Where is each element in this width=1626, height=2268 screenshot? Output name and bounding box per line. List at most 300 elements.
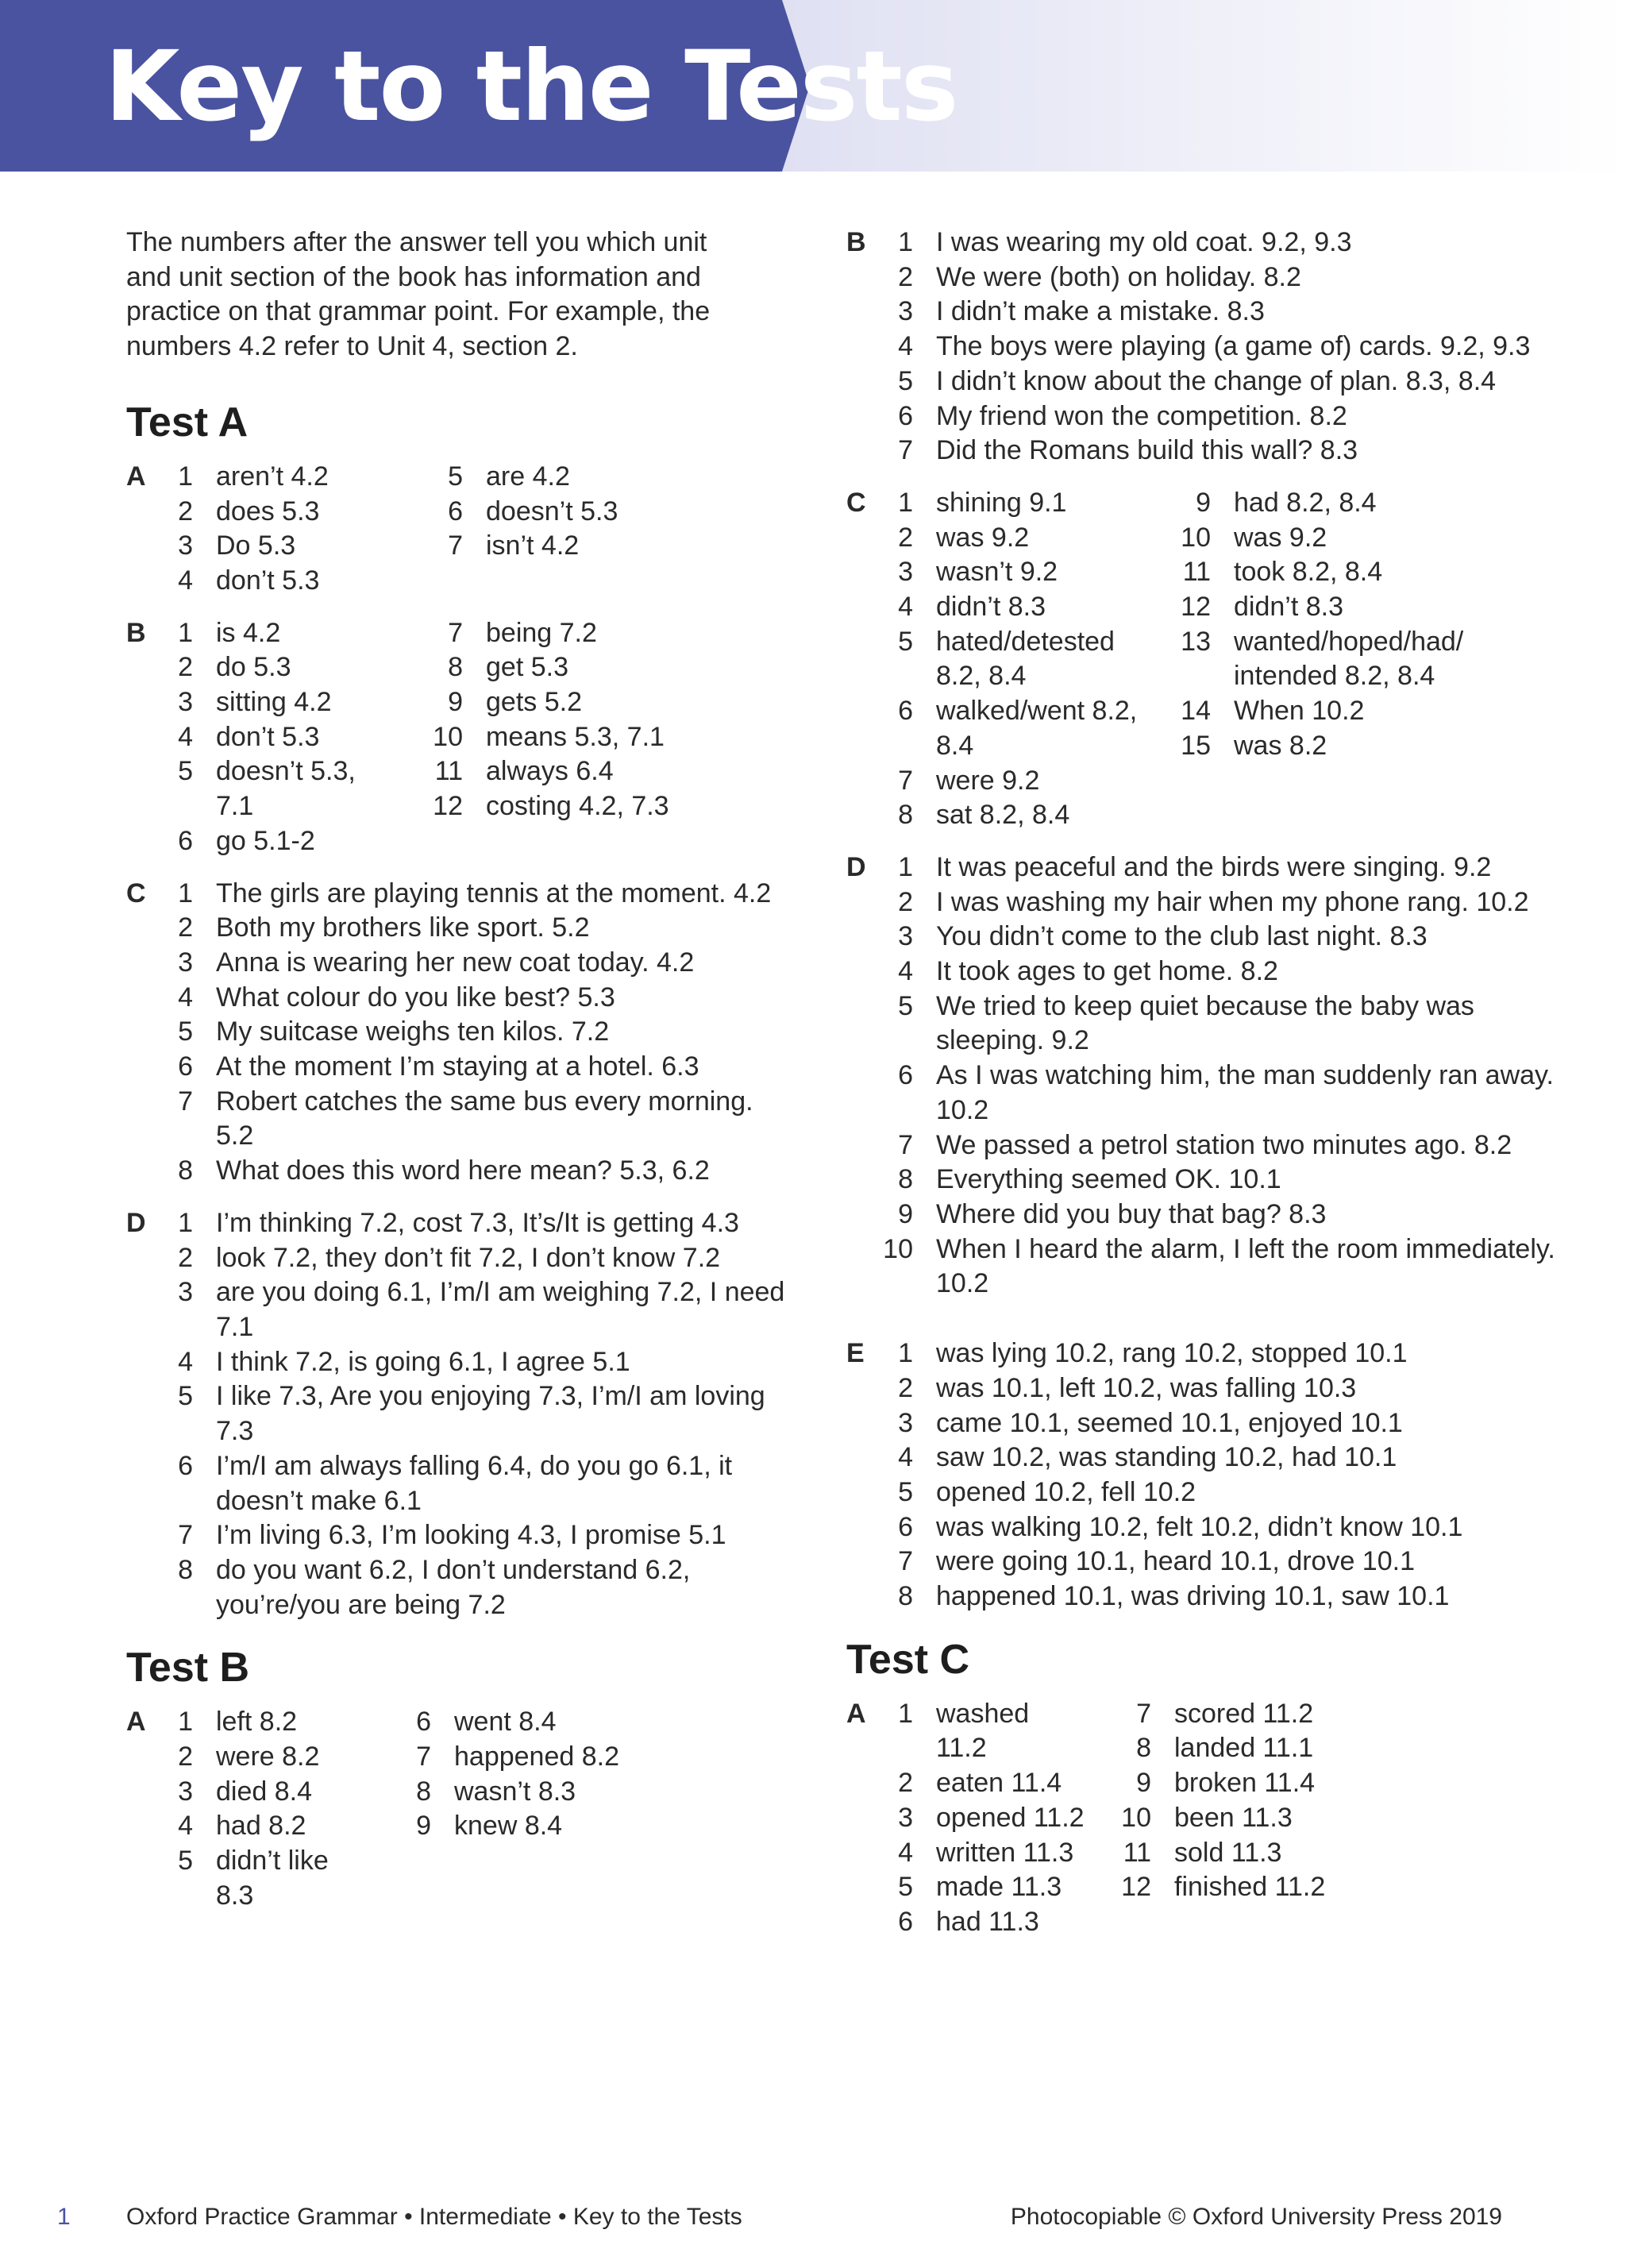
answer-text: As I was watching him, the man suddenly ran away. 10.2 xyxy=(936,1060,1554,1125)
answer-text: opened 11.2 xyxy=(936,1802,1085,1833)
section-letter: C xyxy=(126,878,146,908)
answer-number: 8 xyxy=(898,1581,913,1612)
answer-item xyxy=(126,1449,785,1518)
answer-number: 12 xyxy=(433,791,463,822)
answer-number: 9 xyxy=(448,687,463,718)
answer-item xyxy=(396,460,785,495)
answer-item xyxy=(846,399,1561,434)
answer-item xyxy=(846,260,1561,295)
answer-column-left xyxy=(126,616,396,859)
answer-number: 9 xyxy=(1136,1768,1151,1799)
answer-text: eaten 11.4 xyxy=(936,1768,1062,1799)
answer-text: sat 8.2, 8.4 xyxy=(936,800,1070,831)
answer-number: 2 xyxy=(178,1242,193,1273)
answer-number: 3 xyxy=(898,557,913,588)
answer-item xyxy=(1144,486,1561,521)
answer-text: It was peaceful and the birds were singing. 9.2 xyxy=(936,851,1492,882)
answer-text: died 8.4 xyxy=(216,1776,312,1807)
answer-item xyxy=(1144,694,1561,729)
answer-number: 5 xyxy=(178,756,193,787)
answer-text: I was wearing my old coat. 9.2, 9.3 xyxy=(936,227,1352,257)
answer-item xyxy=(126,650,396,685)
test-heading: Test C xyxy=(846,1636,970,1683)
section-letter: B xyxy=(846,227,866,257)
answer-text: opened 10.2, fell 10.2 xyxy=(936,1476,1196,1507)
answer-number: 3 xyxy=(178,1776,193,1807)
footer-book-title: Oxford Practice Grammar • Intermediate • Key to the Tests xyxy=(126,2204,742,2230)
answer-item xyxy=(846,1870,1085,1905)
answer-number: 2 xyxy=(178,1742,193,1772)
section-letter: A xyxy=(126,461,146,492)
answer-number: 12 xyxy=(1121,1872,1151,1903)
answer-item xyxy=(846,1905,1085,1940)
answer-number: 4 xyxy=(178,1811,193,1842)
answer-number: 6 xyxy=(416,1707,431,1738)
answer-item xyxy=(846,1371,1561,1406)
test-heading: Test A xyxy=(126,399,249,446)
answer-item xyxy=(1085,1836,1561,1871)
answer-number: 5 xyxy=(178,1016,193,1047)
answer-number: 7 xyxy=(178,1086,193,1117)
answer-text: What does this word here mean? 5.3, 6.2 xyxy=(216,1155,710,1186)
answer-number: 7 xyxy=(448,617,463,648)
answer-item xyxy=(126,946,785,981)
answer-text: look 7.2, they don’t fit 7.2, I don’t know 7.2 xyxy=(216,1242,721,1273)
footer-copyright: Photocopiable © Oxford University Press 2019 xyxy=(1010,2204,1502,2230)
answer-number: 2 xyxy=(898,522,913,553)
answer-text: gets 5.2 xyxy=(486,687,582,718)
answer-text: washed 11.2 xyxy=(936,1698,1030,1764)
answer-text: walked/went 8.2, 8.4 xyxy=(936,696,1138,761)
answer-number: 10 xyxy=(1121,1802,1151,1833)
answer-text: It took ages to get home. 8.2 xyxy=(936,956,1278,987)
section-letter: A xyxy=(846,1698,866,1729)
answer-item xyxy=(1085,1801,1561,1836)
answer-number: 2 xyxy=(178,912,193,943)
answer-item xyxy=(126,1705,364,1740)
answer-item xyxy=(846,885,1561,920)
answer-item xyxy=(846,555,1144,590)
answer-item xyxy=(846,625,1144,694)
answer-number: 4 xyxy=(178,1346,193,1377)
answer-text: Everything seemed OK. 10.1 xyxy=(936,1164,1281,1195)
answer-item xyxy=(126,720,396,755)
answer-text: The girls are playing tennis at the moment. 4.2 xyxy=(216,878,772,908)
answer-text: I like 7.3, Are you enjoying 7.3, I’m/I am loving 7.3 xyxy=(216,1381,765,1447)
answer-item xyxy=(396,789,785,824)
answer-text: was lying 10.2, rang 10.2, stopped 10.1 xyxy=(936,1338,1408,1369)
answer-item xyxy=(846,694,1144,763)
answer-text: was 8.2 xyxy=(1234,730,1327,761)
answer-number: 6 xyxy=(898,696,913,727)
answer-section xyxy=(846,1336,1561,1614)
answer-column-right xyxy=(1085,1697,1561,1940)
answer-text: broken 11.4 xyxy=(1174,1768,1316,1799)
answer-text: The boys were playing (a game of) cards. 9.2, 9.3 xyxy=(936,331,1531,362)
answer-number: 4 xyxy=(178,565,193,596)
answer-number: 7 xyxy=(1136,1698,1151,1729)
answer-item xyxy=(396,650,785,685)
answer-item xyxy=(846,1128,1561,1163)
answer-section xyxy=(126,877,785,1189)
answer-item xyxy=(126,1015,785,1050)
answer-text: shining 9.1 xyxy=(936,487,1067,518)
answer-text: scored 11.2 xyxy=(1174,1698,1314,1729)
answer-number: 3 xyxy=(178,530,193,561)
answer-number: 3 xyxy=(898,921,913,952)
section-letter: B xyxy=(126,617,146,648)
answer-column-left xyxy=(126,460,396,599)
answer-number: 6 xyxy=(898,400,913,431)
answer-text: had 8.2 xyxy=(216,1811,306,1842)
answer-text: wasn’t 9.2 xyxy=(936,557,1058,588)
answer-text: I’m living 6.3, I’m looking 4.3, I promise 5.1 xyxy=(216,1520,726,1551)
section-letter: E xyxy=(846,1338,865,1369)
answer-item xyxy=(846,1836,1085,1871)
answer-item xyxy=(846,521,1144,556)
answer-text: You didn’t come to the club last night. 8.3 xyxy=(936,921,1428,952)
section-letter: A xyxy=(126,1707,146,1738)
answer-number: 6 xyxy=(898,1511,913,1542)
answer-text: I didn’t make a mistake. 8.3 xyxy=(936,296,1265,327)
answer-text: doesn’t 5.3, 7.1 xyxy=(216,756,356,822)
answer-number: 2 xyxy=(898,261,913,292)
answer-item xyxy=(846,1163,1561,1198)
answer-text: I was washing my hair when my phone rang. 10.2 xyxy=(936,886,1529,917)
answer-text: was walking 10.2, felt 10.2, didn’t know 10.1 xyxy=(936,1511,1463,1542)
answer-item xyxy=(126,981,785,1016)
answer-item xyxy=(846,989,1561,1059)
answer-section xyxy=(846,1697,1561,1940)
answer-item xyxy=(396,685,785,720)
answer-text: happened 10.1, was driving 10.1, saw 10.1 xyxy=(936,1581,1450,1612)
answer-text: went 8.4 xyxy=(454,1707,557,1738)
answer-item xyxy=(846,1510,1561,1545)
answer-number: 11 xyxy=(1182,557,1211,588)
page-number: 1 xyxy=(57,2204,71,2230)
answer-number: 3 xyxy=(178,687,193,718)
answer-number: 3 xyxy=(178,1277,193,1308)
answer-number: 1 xyxy=(898,1698,913,1729)
answer-number: 4 xyxy=(178,982,193,1012)
test-heading: Test B xyxy=(126,1645,250,1691)
answer-item xyxy=(846,295,1561,330)
answer-text: My friend won the competition. 8.2 xyxy=(936,400,1347,431)
answer-text: was 9.2 xyxy=(936,522,1030,553)
answer-item xyxy=(396,720,785,755)
answer-number: 2 xyxy=(178,496,193,526)
answer-item xyxy=(126,1241,785,1276)
answer-text: We tried to keep quiet because the baby was sleeping. 9.2 xyxy=(936,990,1474,1056)
answer-item xyxy=(126,1345,785,1380)
answer-item xyxy=(846,330,1561,364)
answer-text: didn’t like 8.3 xyxy=(216,1846,329,1911)
answer-text: are 4.2 xyxy=(486,461,570,492)
answer-text: does 5.3 xyxy=(216,496,320,526)
answer-text: was 10.1, left 10.2, was falling 10.3 xyxy=(936,1372,1357,1403)
answer-text: saw 10.2, was standing 10.2, had 10.1 xyxy=(936,1442,1397,1473)
answer-text: were 8.2 xyxy=(216,1742,320,1772)
answer-section xyxy=(846,226,1561,469)
answer-item xyxy=(126,1775,364,1810)
answer-text: do you want 6.2, I don’t understand 6.2, you’re/you are being 7.2 xyxy=(216,1554,691,1620)
answer-number: 6 xyxy=(178,1051,193,1082)
answer-number: 6 xyxy=(178,1450,193,1481)
answer-number: 12 xyxy=(1181,592,1211,623)
answer-number: 8 xyxy=(448,652,463,683)
answer-text: Anna is wearing her new coat today. 4.2 xyxy=(216,947,695,978)
answer-grid xyxy=(126,460,785,599)
answer-item xyxy=(126,1844,364,1913)
answer-item xyxy=(126,1740,364,1775)
answer-number: 2 xyxy=(178,652,193,683)
answer-text: happened 8.2 xyxy=(454,1742,619,1772)
answer-number: 15 xyxy=(1181,730,1211,761)
answer-section xyxy=(126,460,785,599)
answer-item xyxy=(846,1441,1561,1475)
answer-item xyxy=(846,486,1144,521)
answer-item xyxy=(126,1085,785,1154)
answer-text: finished 11.2 xyxy=(1174,1872,1326,1903)
section-letter: D xyxy=(126,1207,146,1238)
answer-text: knew 8.4 xyxy=(454,1811,563,1842)
answer-number: 4 xyxy=(898,592,913,623)
answer-item xyxy=(846,590,1144,625)
answer-column-right xyxy=(396,616,785,859)
answer-text: We passed a petrol station two minutes ago. 8.2 xyxy=(936,1129,1512,1160)
answer-text: wanted/hoped/had/ intended 8.2, 8.4 xyxy=(1234,626,1464,692)
intro-paragraph: The numbers after the answer tell you which unit and unit section of the book has information and practice on that grammar point. For example, the numbers 4.2 refer to Unit 4, section 2. xyxy=(126,227,711,362)
answer-item xyxy=(846,1406,1561,1441)
answer-item xyxy=(364,1740,785,1775)
answer-number: 11 xyxy=(1123,1837,1151,1868)
answer-text: We were (both) on holiday. 8.2 xyxy=(936,261,1301,292)
answer-number: 9 xyxy=(1196,487,1211,518)
answer-number: 3 xyxy=(898,296,913,327)
answer-number: 5 xyxy=(898,1476,913,1507)
answer-item xyxy=(126,1379,785,1448)
answer-text: been 11.3 xyxy=(1174,1802,1293,1833)
answer-item xyxy=(846,226,1561,260)
answer-text: isn’t 4.2 xyxy=(486,530,580,561)
answer-number: 5 xyxy=(898,1872,913,1903)
answer-item xyxy=(1144,521,1561,556)
answer-item xyxy=(126,824,396,859)
answer-grid xyxy=(846,1697,1561,1940)
answer-text: Where did you buy that bag? 8.3 xyxy=(936,1198,1327,1229)
answer-number: 10 xyxy=(433,721,463,752)
answer-item xyxy=(1085,1766,1561,1801)
answer-text: is 4.2 xyxy=(216,617,281,648)
answer-column-left xyxy=(846,486,1144,833)
answer-item xyxy=(1144,590,1561,625)
answer-item xyxy=(364,1809,785,1844)
page-title: Key to the Tests xyxy=(105,30,957,143)
answer-item xyxy=(1085,1731,1561,1766)
answer-item xyxy=(1144,555,1561,590)
answer-item xyxy=(396,495,785,530)
answer-text: Robert catches the same bus every morning. 5.2 xyxy=(216,1086,753,1151)
answer-column-left xyxy=(126,1705,364,1913)
answer-text: I didn’t know about the change of plan. 8.3, 8.4 xyxy=(936,365,1497,396)
answer-text: Do 5.3 xyxy=(216,530,296,561)
answer-item xyxy=(846,1580,1561,1614)
answer-number: 2 xyxy=(898,1372,913,1403)
answer-number: 5 xyxy=(898,990,913,1021)
answer-number: 4 xyxy=(898,1442,913,1473)
answer-text: What colour do you like best? 5.3 xyxy=(216,982,615,1012)
answer-number: 7 xyxy=(898,765,913,796)
answer-number: 6 xyxy=(898,1906,913,1937)
answer-text: When 10.2 xyxy=(1234,696,1365,727)
answer-section xyxy=(846,850,1561,1302)
answer-item xyxy=(126,877,785,912)
answer-item xyxy=(126,1553,785,1622)
answer-item xyxy=(1085,1870,1561,1905)
answer-number: 3 xyxy=(898,1802,913,1833)
answer-text: When I heard the alarm, I left the room immediately. 10.2 xyxy=(936,1233,1555,1299)
answer-text: had 11.3 xyxy=(936,1906,1039,1937)
answer-number: 7 xyxy=(448,530,463,561)
answer-column-right xyxy=(396,460,785,599)
answer-item xyxy=(846,1697,1085,1766)
answer-item xyxy=(126,1518,785,1553)
answer-text: left 8.2 xyxy=(216,1707,298,1738)
answer-item xyxy=(126,495,396,530)
answer-item xyxy=(846,434,1561,469)
answer-item xyxy=(396,616,785,651)
answer-text: aren’t 4.2 xyxy=(216,461,329,492)
answer-number: 1 xyxy=(178,878,193,908)
answer-text: get 5.3 xyxy=(486,652,568,683)
answer-item xyxy=(396,529,785,564)
answer-number: 8 xyxy=(416,1776,431,1807)
answer-item xyxy=(846,764,1144,799)
answer-number: 1 xyxy=(178,461,193,492)
answer-number: 10 xyxy=(1181,522,1211,553)
answer-number: 1 xyxy=(898,1338,913,1369)
left-column xyxy=(126,226,785,1931)
answer-item xyxy=(846,364,1561,399)
answer-text: always 6.4 xyxy=(486,756,614,787)
answer-text: Did the Romans build this wall? 8.3 xyxy=(936,435,1358,466)
answer-number: 10 xyxy=(883,1233,913,1264)
answer-number: 8 xyxy=(178,1155,193,1186)
answer-grid xyxy=(846,486,1561,833)
answer-number: 11 xyxy=(434,756,463,787)
answer-item xyxy=(846,955,1561,989)
answer-item xyxy=(1085,1697,1561,1732)
answer-grid xyxy=(126,616,785,859)
answer-number: 8 xyxy=(1136,1733,1151,1764)
answer-number: 4 xyxy=(898,1837,913,1868)
answer-number: 1 xyxy=(178,1707,193,1738)
answer-text: do 5.3 xyxy=(216,652,291,683)
answer-number: 3 xyxy=(898,1407,913,1438)
answer-text: took 8.2, 8.4 xyxy=(1234,557,1383,588)
answer-number: 7 xyxy=(898,1129,913,1160)
answer-item xyxy=(364,1705,785,1740)
answer-text: hated/detested 8.2, 8.4 xyxy=(936,626,1115,692)
answer-number: 9 xyxy=(898,1198,913,1229)
answer-text: landed 11.1 xyxy=(1174,1733,1314,1764)
answer-text: don’t 5.3 xyxy=(216,721,320,752)
answer-number: 1 xyxy=(178,617,193,648)
answer-item xyxy=(126,460,396,495)
answer-text: doesn’t 5.3 xyxy=(486,496,618,526)
section-letter: C xyxy=(846,487,866,518)
answer-section xyxy=(126,1206,785,1622)
answer-text: At the moment I’m staying at a hotel. 6.3 xyxy=(216,1051,699,1082)
answer-number: 5 xyxy=(448,461,463,492)
answer-text: didn’t 8.3 xyxy=(1234,592,1343,623)
answer-item xyxy=(846,1059,1561,1128)
answer-text: costing 4.2, 7.3 xyxy=(486,791,669,822)
answer-number: 1 xyxy=(898,227,913,257)
answer-item xyxy=(1144,625,1561,694)
answer-number: 14 xyxy=(1181,696,1211,727)
answer-number: 1 xyxy=(178,1207,193,1238)
answer-text: Both my brothers like sport. 5.2 xyxy=(216,912,590,943)
answer-text: came 10.1, seemed 10.1, enjoyed 10.1 xyxy=(936,1407,1403,1438)
answer-number: 8 xyxy=(898,1164,913,1195)
answer-text: had 8.2, 8.4 xyxy=(1234,487,1377,518)
answer-text: sold 11.3 xyxy=(1174,1837,1282,1868)
answer-text: I’m thinking 7.2, cost 7.3, It’s/It is getting 4.3 xyxy=(216,1207,739,1238)
right-column xyxy=(846,226,1561,1958)
answer-text: means 5.3, 7.1 xyxy=(486,721,665,752)
answer-number: 6 xyxy=(448,496,463,526)
answer-text: are you doing 6.1, I’m/I am weighing 7.2, I need 7.1 xyxy=(216,1277,785,1342)
answer-text: wasn’t 8.3 xyxy=(454,1776,576,1807)
answer-text: don’t 5.3 xyxy=(216,565,320,596)
answer-text: sitting 4.2 xyxy=(216,687,332,718)
answer-number: 5 xyxy=(178,1381,193,1412)
answer-number: 2 xyxy=(898,1768,913,1799)
answer-number: 6 xyxy=(898,1060,913,1091)
answer-item xyxy=(846,920,1561,955)
answer-number: 5 xyxy=(898,365,913,396)
answer-number: 6 xyxy=(178,825,193,856)
answer-item xyxy=(846,1545,1561,1580)
answer-number: 7 xyxy=(178,1520,193,1551)
answer-text: go 5.1-2 xyxy=(216,825,315,856)
answer-item xyxy=(1144,729,1561,764)
answer-item xyxy=(126,616,396,651)
answer-text: My suitcase weighs ten kilos. 7.2 xyxy=(216,1016,610,1047)
answer-item xyxy=(126,685,396,720)
answer-number: 7 xyxy=(898,435,913,466)
answer-number: 4 xyxy=(178,721,193,752)
answer-number: 13 xyxy=(1181,626,1211,657)
answer-item xyxy=(126,754,396,824)
answer-item xyxy=(846,850,1561,885)
answer-item xyxy=(846,1198,1561,1232)
answer-text: were 9.2 xyxy=(936,765,1040,796)
header-banner xyxy=(0,0,1626,172)
answer-column-right xyxy=(1144,486,1561,833)
answer-item xyxy=(846,1475,1561,1510)
answer-item xyxy=(846,1232,1561,1302)
answer-text: written 11.3 xyxy=(936,1837,1074,1868)
answer-text: I think 7.2, is going 6.1, I agree 5.1 xyxy=(216,1346,630,1377)
answer-text: didn’t 8.3 xyxy=(936,592,1046,623)
answer-number: 5 xyxy=(178,1846,193,1876)
answer-item xyxy=(846,1801,1085,1836)
answer-number: 1 xyxy=(898,487,913,518)
answer-number: 5 xyxy=(898,626,913,657)
answer-item xyxy=(846,1766,1085,1801)
